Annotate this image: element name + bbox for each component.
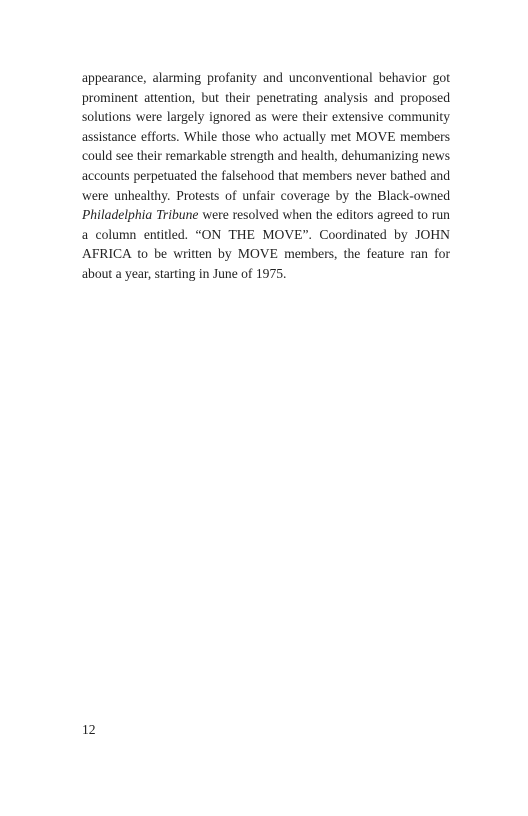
body-paragraph (82, 68, 450, 284)
newspaper-title: Philadelphia Tribune (82, 207, 199, 223)
page-number: 12 (82, 722, 96, 737)
paragraph-text-part2: were resolved when the editors agreed to run a column entitled. “ON THE MOVE”. Coordinated by JOHN AFRICA to be written by MOVE members, the feature ran for about a year, starting in June of 1975. (82, 207, 450, 281)
paragraph-text-part1: appearance, alarming profanity and unconventional behavior got prominent attention, but their penetrating analysis and proposed solutions were largely ignored as were their extensive community assistance efforts. While those who actually met MOVE members could see their remarkable strength and health, dehumanizing news accounts perpetuated the falsehood that members never bathed and were unhealthy. Protests of unfair coverage by the Black-owned (82, 70, 450, 203)
